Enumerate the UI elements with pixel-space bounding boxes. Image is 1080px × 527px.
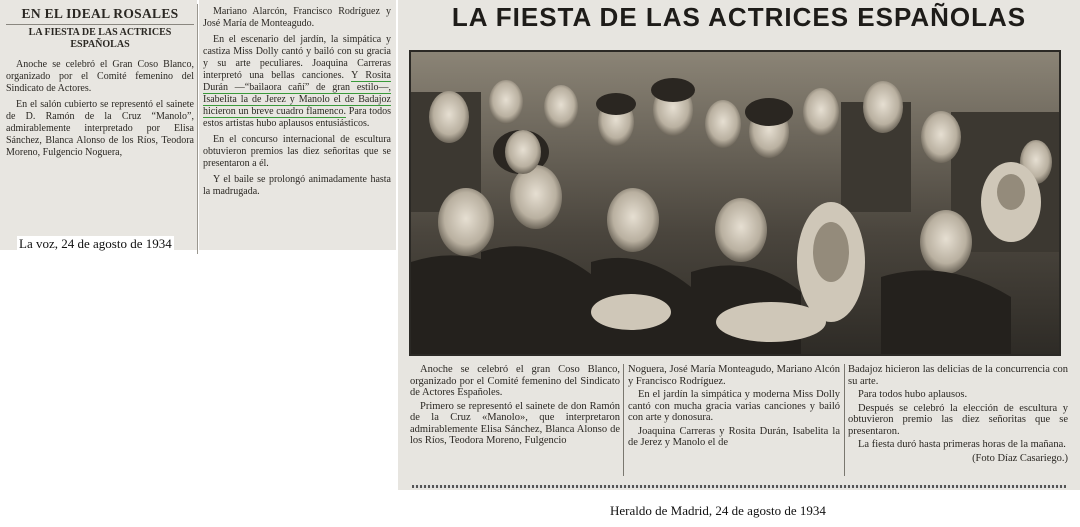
heraldo-article: [410, 364, 1068, 482]
heraldo-paragraph: La fiesta duró hasta primeras horas de la mañana.: [858, 439, 1066, 450]
la-voz-paragraph: Anoche se celebró el Gran Coso Blanco, organizado por el Comité femenino del Sindicato de Actores.: [6, 59, 194, 94]
bottom-rule: [412, 485, 1066, 488]
heraldo-column-3: [848, 364, 1068, 464]
heraldo-paragraph: Noguera, José María Monteagudo, Mariano Alcón y Francisco Rodríguez.: [628, 364, 840, 387]
la-voz-text: Para todos estos artistas hubo aplausos entusiásticos.: [203, 106, 391, 129]
la-voz-clipping: [0, 0, 197, 250]
heraldo-clipping: [398, 0, 1080, 490]
heraldo-paragraph: En el jardín la simpática y moderna Miss Dolly cantó con mucha gracia varias canciones y bailó con arte y donosura.: [628, 389, 840, 423]
group-photograph: [409, 50, 1061, 356]
heraldo-column-1: [410, 364, 620, 449]
la-voz-caption: La voz, 24 de agosto de 1934: [19, 236, 172, 251]
la-voz-text: En el escenario del jardín, la simpática y castiza Miss Dolly cantó y bailó con su gracia y su arte peculiares. Joaquina Carreras interpretó una bellas canciones.: [203, 34, 391, 81]
heraldo-caption: Heraldo de Madrid, 24 de agosto de 1934: [610, 503, 826, 518]
la-voz-paragraph: Y el baile se prolongó animadamente hasta la madrugada.: [203, 174, 391, 197]
column-divider: [844, 364, 845, 476]
la-voz-paragraph: Mariano Alarcón, Francisco Rodríguez y José María de Monteagudo.: [203, 6, 391, 29]
la-voz-paragraph: En el salón cubierto se representó el sainete de D. Ramón de la Cruz “Manolo”, admirablemente interpretado por Elisa Sánchez, Blanca Alonso de los Ríos, Teodora Moreno, Fulgencio Noguera,: [6, 99, 194, 158]
group-photo-image: [411, 52, 1059, 354]
photo-credit: (Foto Díaz Casariego.): [972, 452, 1068, 464]
heraldo-paragraph: Anoche se celebró el gran Coso Blanco, organizado por el Comité femenino del Sindicato de Actores Españoles.: [410, 364, 620, 398]
la-voz-clipping-col2: [199, 0, 396, 250]
column-divider: [623, 364, 624, 476]
column-divider: [197, 4, 198, 254]
heraldo-paragraph: Badajoz hicieron las delicias de la concurrencia con su arte.: [848, 364, 1068, 387]
la-voz-column-1: [6, 6, 194, 163]
heraldo-column-2: [628, 364, 840, 451]
heraldo-paragraph: Después se celebró la elección de escultura y obtuvieron premio las diez señoritas que se presentaron.: [848, 402, 1068, 437]
heraldo-paragraph: Para todos hubo aplausos.: [858, 389, 968, 400]
la-voz-subheading: LA FIESTA DE LAS ACTRICES ESPAÑOLAS: [28, 27, 172, 50]
heraldo-paragraph: Joaquina Carreras y Rosita Durán, Isabelita la de Jerez y Manolo el de: [628, 425, 840, 448]
heraldo-headline: LA FIESTA DE LAS ACTRICES ESPAÑOLAS: [451, 2, 1027, 32]
highlighted-flamenco-passage: Y Rosita Durán —“bailaora cañí” de gran estilo—, Isabelita la de Jerez y Manolo el de Badajoz hicieron un breve cuadro flamenco.: [203, 70, 391, 117]
heraldo-paragraph: Primero se representó el sainete de don Ramón de la Cruz «Manolo», que interpretaron admirablemente Elisa Sánchez, Blanca Alonso de los Ríos, Teodora Moreno, Fulgencio: [410, 400, 620, 446]
la-voz-heading: EN EL IDEAL ROSALES: [6, 6, 194, 25]
la-voz-column-2: [203, 6, 391, 202]
la-voz-paragraph: [203, 34, 391, 130]
la-voz-paragraph: En el concurso internacional de escultura obtuvieron premios las diez señoritas que se presentaron a él.: [203, 134, 391, 169]
